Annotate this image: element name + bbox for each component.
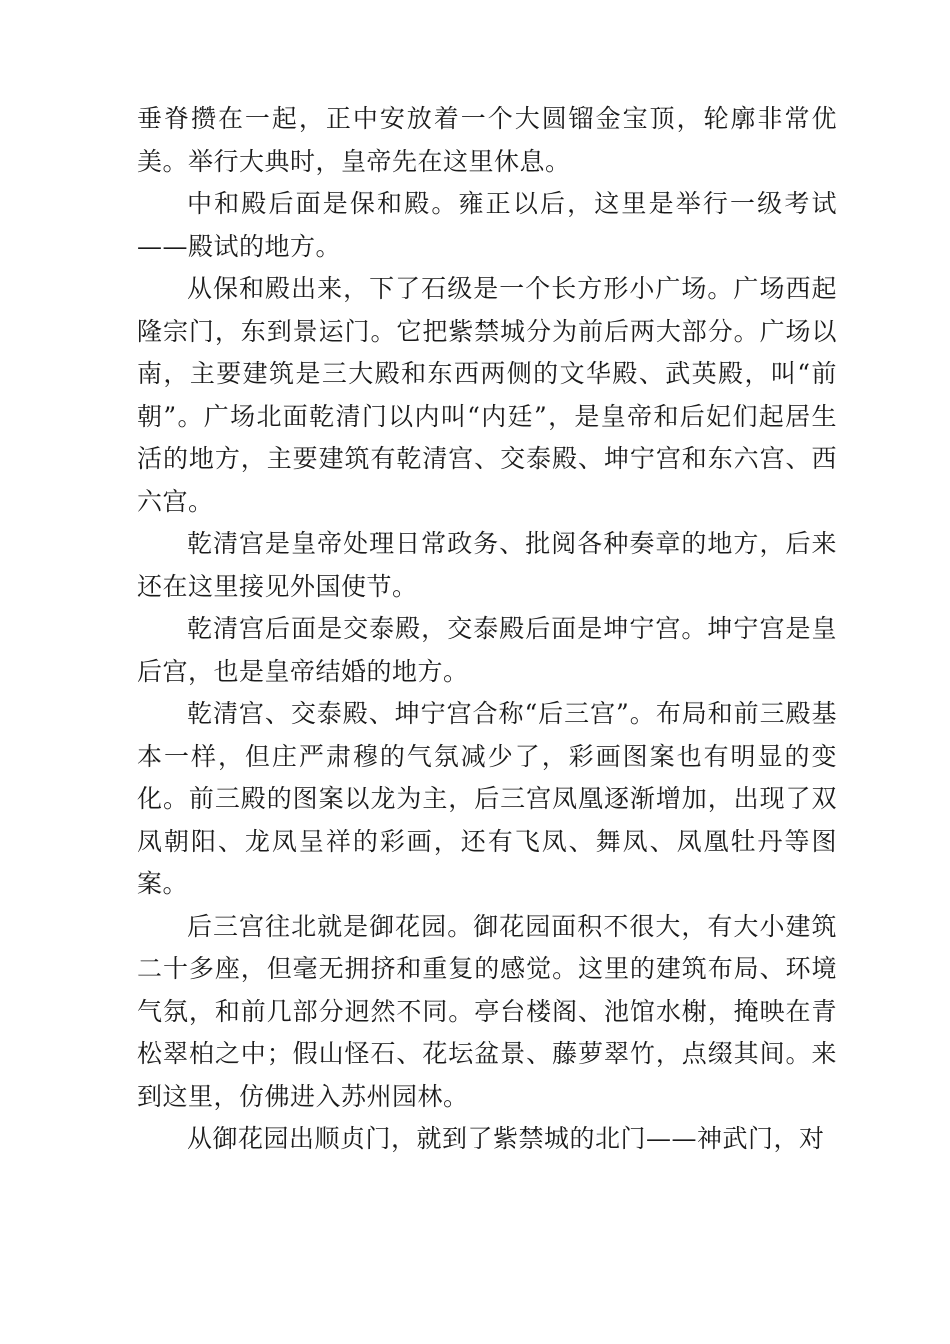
paragraph: 乾清宫是皇帝处理日常政务、批阅各种奏章的地方，后来还在这里接见外国使节。 — [137, 529, 837, 601]
paragraph-continuation: 垂脊攒在一起，正中安放着一个大圆镏金宝顶，轮廓非常优美。举行大典时，皇帝先在这里休息。 — [137, 104, 837, 176]
paragraph: 后三宫往北就是御花园。御花园面积不很大，有大小建筑二十多座，但毫无拥挤和重复的感觉。这里的建筑布局、环境气氛，和前几部分迥然不同。亭台楼阁、池馆水榭，掩映在青松翠柏之中；假山怪石、花坛盆景、藤萝翠竹，点缀其间。来到这里，仿佛进入苏州园林。 — [137, 911, 837, 1111]
paragraph: 从保和殿出来，下了石级是一个长方形小广场。广场西起隆宗门，东到景运门。它把紫禁城分为前后两大部分。广场以南，主要建筑是三大殿和东西两侧的文华殿、武英殿，叫“前朝”。广场北面乾清门以内叫“内廷”，是皇帝和后妃们起居生活的地方，主要建筑有乾清宫、交泰殿、坤宁宫和东六宫、西六宫。 — [137, 274, 837, 516]
paragraph: 中和殿后面是保和殿。雍正以后，这里是举行一级考试——殿试的地方。 — [137, 189, 837, 261]
paragraph: 乾清宫、交泰殿、坤宁宫合称“后三宫”。布局和前三殿基本一样，但庄严肃穆的气氛减少了，彩画图案也有明显的变化。前三殿的图案以龙为主，后三宫凤凰逐渐增加，出现了双凤朝阳、龙凤呈祥的彩画，还有飞凤、舞凤、凤凰牡丹等图案。 — [137, 699, 837, 898]
paragraph: 从御花园出顺贞门，就到了紫禁城的北门——神武门，对 — [187, 1124, 825, 1153]
document-body — [137, 98, 837, 1161]
paragraph: 乾清宫后面是交泰殿，交泰殿后面是坤宁宫。坤宁宫是皇后宫，也是皇帝结婚的地方。 — [137, 614, 837, 686]
